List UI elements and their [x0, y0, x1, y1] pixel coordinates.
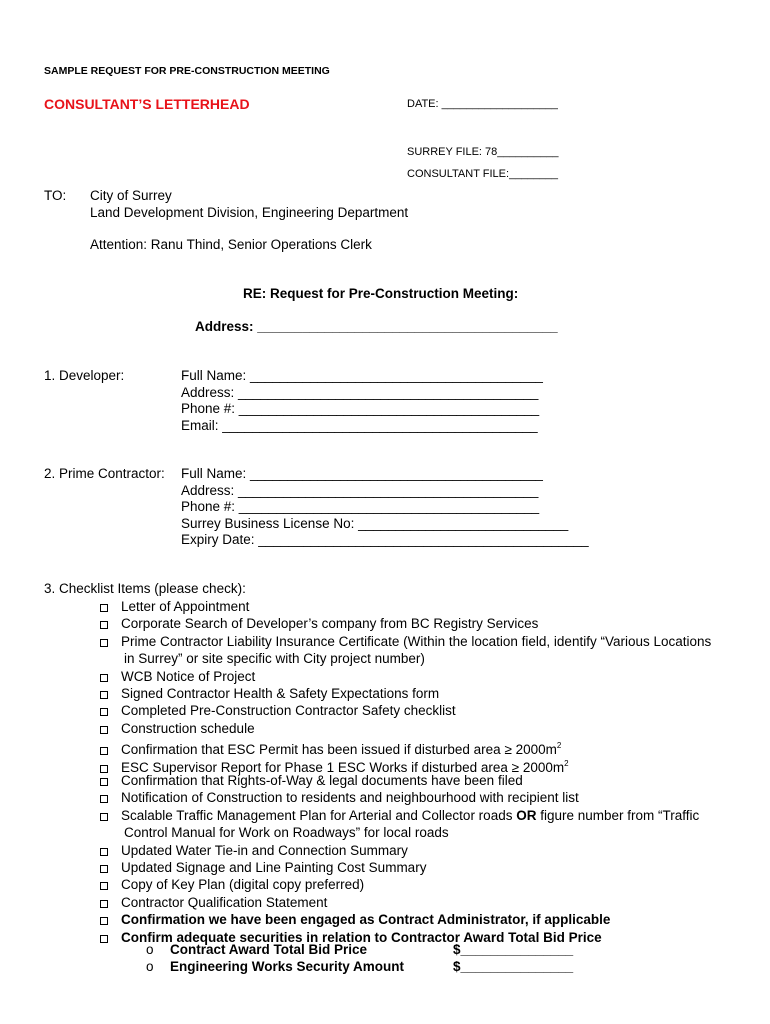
checklist-item: Corporate Search of Developer’s company from BC Registry Services: [100, 615, 538, 632]
checklist-item: Completed Pre-Construction Contractor Safety checklist: [100, 702, 456, 719]
recipient-line-2: Land Development Division, Engineering Department: [90, 205, 409, 220]
checkbox[interactable]: [100, 865, 108, 873]
superscript: 2: [564, 758, 569, 768]
checklist-item: Letter of Appointment: [100, 598, 249, 615]
checklist-item: Confirmation that Rights-of-Way & legal documents have been filed: [100, 772, 523, 789]
re-subject: RE: Request for Pre-Construction Meeting:: [243, 286, 519, 301]
checkbox[interactable]: [100, 708, 108, 716]
developer-label: 1. Developer:: [44, 368, 125, 383]
checkbox[interactable]: [100, 639, 108, 647]
checklist-heading: 3. Checklist Items (please check):: [44, 581, 246, 596]
bid-price-label: Contract Award Total Bid Price: [170, 942, 368, 957]
checkbox[interactable]: [100, 726, 108, 734]
recipient-line-1: City of Surrey: [90, 188, 172, 203]
checklist-item: Notification of Construction to residents and neighbourhood with recipient list: [100, 789, 579, 806]
checkbox[interactable]: [100, 795, 108, 803]
bid-price-field[interactable]: $_______________: [453, 942, 574, 957]
developer-address-field[interactable]: Address: ________________________________________: [181, 384, 539, 400]
checkbox[interactable]: [100, 900, 108, 908]
surrey-file-field[interactable]: SURREY FILE: 78__________: [407, 146, 559, 158]
contractor-expiry-field[interactable]: Expiry Date: ____________________________________________: [181, 532, 589, 547]
checkbox[interactable]: [100, 621, 108, 629]
checklist-item: WCB Notice of Project: [100, 668, 255, 685]
checkbox[interactable]: [100, 848, 108, 856]
contractor-full-name-field[interactable]: Full Name: _______________________________________: [181, 466, 543, 481]
checklist-item: Confirmation that ESC Permit has been issued if disturbed area ≥ $2000m^2$: [100, 737, 561, 758]
contractor-phone-field[interactable]: Phone #: ________________________________________: [181, 499, 540, 514]
contractor-address-field[interactable]: Address: ________________________________________: [181, 482, 539, 498]
checkbox[interactable]: [100, 691, 108, 699]
checklist-item-continuation: Control Manual for Work on Roadways” for local roads: [124, 825, 449, 841]
checkbox[interactable]: [100, 882, 108, 890]
checklist-item: Signed Contractor Health & Safety Expectations form: [100, 685, 439, 702]
checkbox[interactable]: [100, 604, 108, 612]
checklist-item: ESC Supervisor Report for Phase 1 ESC Works if disturbed area ≥ $2000m^2$: [100, 755, 569, 776]
security-amount-label: Engineering Works Security Amount: [170, 959, 405, 975]
to-label: TO:: [44, 188, 67, 203]
checkbox[interactable]: [100, 778, 108, 786]
contractor-label: 2. Prime Contractor:: [44, 466, 165, 481]
checklist-item: Confirm adequate securities in relation to Contractor Award Total Bid Price: [100, 929, 602, 946]
developer-phone-field[interactable]: Phone #: ________________________________________: [181, 401, 540, 416]
re-address-field[interactable]: Address: ________________________________________: [195, 319, 558, 334]
checkbox[interactable]: [100, 674, 108, 682]
checklist-item: Contractor Qualification Statement: [100, 894, 327, 911]
checklist-item: Updated Water Tie-in and Connection Summary: [100, 842, 408, 859]
checkbox[interactable]: [100, 813, 108, 821]
date-field[interactable]: DATE: ___________________: [407, 98, 558, 110]
checklist-item: Copy of Key Plan (digital copy preferred): [100, 876, 364, 893]
sample-title: SAMPLE REQUEST FOR PRE-CONSTRUCTION MEETING: [44, 65, 330, 77]
checklist-item: Construction schedule: [100, 720, 255, 737]
checklist-item: Scalable Traffic Management Plan for Arterial and Collector roads OR figure number from “Traffic: [100, 807, 699, 824]
superscript: 2: [556, 741, 562, 751]
sub-bullet: o: [146, 942, 154, 957]
attention-line: Attention: Ranu Thind, Senior Operations Clerk: [90, 237, 372, 252]
checkbox[interactable]: [100, 917, 108, 925]
checklist-item: Updated Signage and Line Painting Cost Summary: [100, 859, 426, 876]
developer-email-field[interactable]: Email: __________________________________________: [181, 417, 538, 433]
sub-bullet: o: [146, 959, 154, 975]
security-amount-field[interactable]: $_______________: [453, 959, 574, 975]
consultant-file-field[interactable]: CONSULTANT FILE:________: [407, 168, 559, 180]
checklist-item: Confirmation we have been engaged as Contract Administrator, if applicable: [100, 911, 610, 928]
checklist-item: Prime Contractor Liability Insurance Certificate (Within the location field, identify “Various Locations: [100, 633, 711, 650]
consultant-letterhead: CONSULTANT’S LETTERHEAD: [44, 96, 250, 112]
developer-full-name-field[interactable]: Full Name: _______________________________________: [181, 368, 543, 383]
contractor-license-field[interactable]: Surrey Business License No: ____________________________: [181, 515, 569, 531]
checkbox[interactable]: [100, 935, 108, 943]
checklist-item-continuation: in Surrey” or site specific with City project number): [124, 651, 425, 667]
